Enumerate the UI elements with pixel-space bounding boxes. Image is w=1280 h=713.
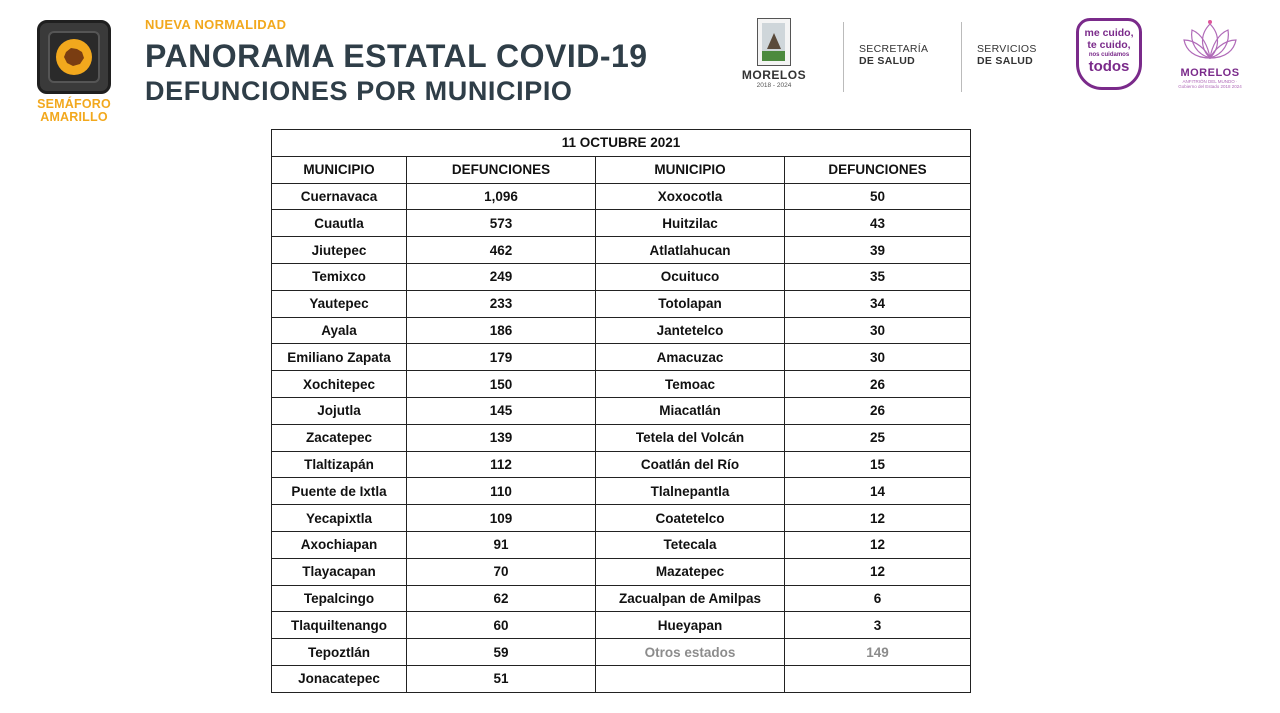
municipio-cell: Temixco [272, 263, 407, 290]
coat-of-arms-icon [757, 18, 791, 66]
header [0, 0, 1280, 128]
municipio-cell: Atlatlahucan [596, 237, 785, 264]
table-row [272, 639, 971, 666]
page-subtitle: DEFUNCIONES POR MUNICIPIO [145, 76, 573, 106]
municipio-cell: Amacuzac [596, 344, 785, 371]
table-row [272, 585, 971, 612]
defunciones-cell: 12 [785, 531, 971, 558]
defunciones-cell: 91 [407, 531, 596, 558]
table-row [272, 665, 971, 692]
municipio-cell: Mazatepec [596, 558, 785, 585]
municipio-cell: Miacatlán [596, 397, 785, 424]
defunciones-cell: 15 [785, 451, 971, 478]
municipio-cell: Tepoztlán [272, 639, 407, 666]
municipio-cell: Xoxocotla [596, 183, 785, 210]
municipio-cell: Tlaquiltenango [272, 612, 407, 639]
defunciones-cell: 30 [785, 344, 971, 371]
table-row [272, 263, 971, 290]
municipio-cell: Totolapan [596, 290, 785, 317]
defunciones-cell: 25 [785, 424, 971, 451]
municipio-cell: Otros estados [596, 639, 785, 666]
municipio-cell: Yautepec [272, 290, 407, 317]
table-row [272, 531, 971, 558]
page-title: PANORAMA ESTATAL COVID-19 [145, 38, 648, 74]
municipio-cell: Emiliano Zapata [272, 344, 407, 371]
column-header-defunciones: DEFUNCIONES [785, 156, 971, 183]
municipio-cell: Puente de Ixtla [272, 478, 407, 505]
municipio-cell: Huitzilac [596, 210, 785, 237]
municipio-cell: Zacatepec [272, 424, 407, 451]
municipio-cell: Hueyapan [596, 612, 785, 639]
defunciones-cell: 26 [785, 397, 971, 424]
table-row [272, 558, 971, 585]
defunciones-cell: 39 [785, 237, 971, 264]
municipio-cell: Ocuituco [596, 263, 785, 290]
defunciones-cell: 179 [407, 344, 596, 371]
municipio-cell: Jojutla [272, 397, 407, 424]
defunciones-cell: 43 [785, 210, 971, 237]
municipio-cell [596, 665, 785, 692]
municipio-cell: Jantetelco [596, 317, 785, 344]
municipio-cell: Xochitepec [272, 371, 407, 398]
defunciones-cell: 70 [407, 558, 596, 585]
defunciones-cell: 249 [407, 263, 596, 290]
semaforo-label: SEMÁFORO AMARILLO [37, 97, 111, 124]
table-row [272, 183, 971, 210]
table-row [272, 371, 971, 398]
table-row [272, 424, 971, 451]
state-map-icon [62, 46, 86, 68]
municipio-cell: Cuautla [272, 210, 407, 237]
defunciones-cell: 186 [407, 317, 596, 344]
municipio-cell: Coatetelco [596, 505, 785, 532]
defunciones-cell: 149 [785, 639, 971, 666]
municipio-cell: Tlayacapan [272, 558, 407, 585]
column-header-defunciones: DEFUNCIONES [407, 156, 596, 183]
defunciones-cell: 59 [407, 639, 596, 666]
defunciones-cell: 3 [785, 612, 971, 639]
kicker-text: NUEVA NORMALIDAD [145, 17, 287, 32]
defunciones-cell: 34 [785, 290, 971, 317]
table-row [272, 344, 971, 371]
defunciones-cell: 35 [785, 263, 971, 290]
semaforo-badge [37, 20, 111, 124]
table-row [272, 478, 971, 505]
table-row [272, 210, 971, 237]
traffic-light-icon [37, 20, 111, 94]
municipio-cell: Yecapixtla [272, 505, 407, 532]
table-row [272, 317, 971, 344]
table-row [272, 290, 971, 317]
defunciones-cell: 109 [407, 505, 596, 532]
defunciones-cell: 12 [785, 505, 971, 532]
defunciones-cell: 12 [785, 558, 971, 585]
morelos-anfitrion-logo: MORELOS ANFITRIÓN DEL MUNDO · Gobierno del Estado 2018 2024 [1178, 18, 1242, 89]
defunciones-cell [785, 665, 971, 692]
me-cuido-campaign-logo: me cuido, te cuido, nos cuidamos todos [1076, 18, 1146, 92]
municipio-cell: Tepalcingo [272, 585, 407, 612]
defunciones-cell: 139 [407, 424, 596, 451]
municipio-cell: Jonacatepec [272, 665, 407, 692]
defunciones-cell: 14 [785, 478, 971, 505]
table-row [272, 612, 971, 639]
column-header-municipio: MUNICIPIO [596, 156, 785, 183]
municipio-cell: Temoac [596, 371, 785, 398]
lotus-flower-icon [1182, 18, 1238, 62]
municipio-cell: Zacualpan de Amilpas [596, 585, 785, 612]
defunciones-cell: 60 [407, 612, 596, 639]
morelos-government-logo: MORELOS 2018 - 2024 [738, 18, 810, 89]
table-row [272, 451, 971, 478]
defunciones-cell: 30 [785, 317, 971, 344]
defunciones-cell: 462 [407, 237, 596, 264]
municipio-cell: Axochiapan [272, 531, 407, 558]
defunciones-cell: 26 [785, 371, 971, 398]
secretaria-salud-logo: SECRETARÍA DE SALUD [859, 43, 929, 67]
table-row [272, 397, 971, 424]
defunciones-table [271, 129, 971, 693]
municipio-cell: Ayala [272, 317, 407, 344]
table-row [272, 237, 971, 264]
defunciones-cell: 6 [785, 585, 971, 612]
column-header-municipio: MUNICIPIO [272, 156, 407, 183]
defunciones-cell: 573 [407, 210, 596, 237]
servicios-salud-logo: SERVICIOS DE SALUD [977, 43, 1037, 67]
table-date: 11 OCTUBRE 2021 [272, 130, 971, 157]
defunciones-cell: 62 [407, 585, 596, 612]
defunciones-cell: 1,096 [407, 183, 596, 210]
municipio-cell: Coatlán del Río [596, 451, 785, 478]
defunciones-cell: 112 [407, 451, 596, 478]
defunciones-cell: 145 [407, 397, 596, 424]
divider [961, 22, 962, 92]
municipio-cell: Tetela del Volcán [596, 424, 785, 451]
defunciones-cell: 50 [785, 183, 971, 210]
municipio-cell: Jiutepec [272, 237, 407, 264]
defunciones-cell: 233 [407, 290, 596, 317]
defunciones-cell: 51 [407, 665, 596, 692]
table-row [272, 505, 971, 532]
municipio-cell: Cuernavaca [272, 183, 407, 210]
defunciones-cell: 150 [407, 371, 596, 398]
municipio-cell: Tlaltizapán [272, 451, 407, 478]
municipio-cell: Tlalnepantla [596, 478, 785, 505]
defunciones-cell: 110 [407, 478, 596, 505]
municipio-cell: Tetecala [596, 531, 785, 558]
divider [843, 22, 844, 92]
